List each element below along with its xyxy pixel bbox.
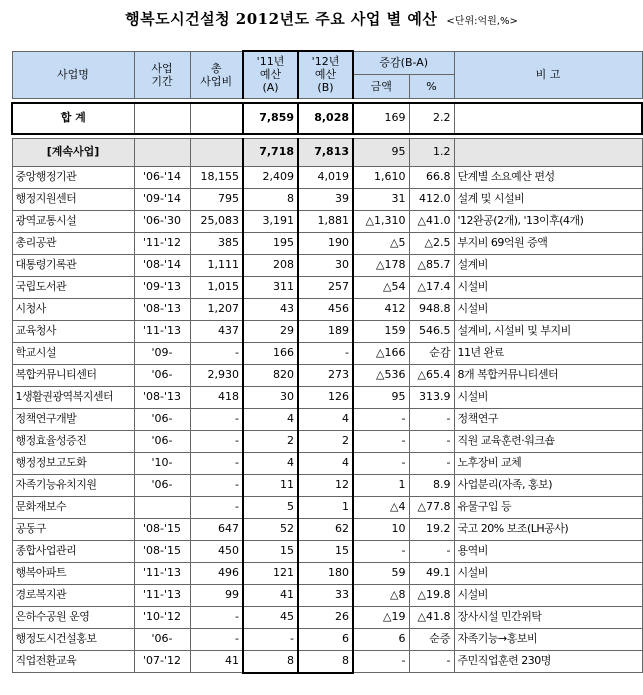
cell-pct: 313.9 (409, 386, 454, 408)
cell-amount: 95 (353, 386, 409, 408)
cell-b12: 273 (298, 364, 353, 386)
table-row (12, 650, 642, 673)
cell-b11: 52 (243, 518, 298, 540)
table-row (12, 276, 642, 298)
cell-total: 2,930 (190, 364, 243, 386)
cell-name: 1생활권광역복지센터 (12, 386, 134, 408)
total-b12: 8,028 (298, 103, 353, 134)
total-b11: 7,859 (243, 103, 298, 134)
table-row (12, 628, 642, 650)
cell-b11: 29 (243, 320, 298, 342)
cell-name: 중앙행정기관 (12, 166, 134, 188)
table-row (12, 606, 642, 628)
cell-b12: 4 (298, 408, 353, 430)
cell-pct: △77.8 (409, 496, 454, 518)
cell-amount: 1 (353, 474, 409, 496)
cell-name: 국립도서관 (12, 276, 134, 298)
cell-note: 노후장비 교체 (454, 452, 642, 474)
header-total: 총 사업비 (190, 51, 243, 98)
cell-period: '06-'30 (134, 210, 190, 232)
cell-total: 1,015 (190, 276, 243, 298)
table-row (12, 166, 642, 188)
cell-note: '12완공(2개), '13이후(4개) (454, 210, 642, 232)
cell-b11: 30 (243, 386, 298, 408)
cell-amount: △54 (353, 276, 409, 298)
cell-total: - (190, 606, 243, 628)
cell-period: '06- (134, 628, 190, 650)
cell-note: 유물구입 등 (454, 496, 642, 518)
total-total (190, 103, 243, 134)
total-name: 합 계 (12, 103, 134, 134)
cell-name: 총리공관 (12, 232, 134, 254)
cell-b12: 2 (298, 430, 353, 452)
cell-name: 광역교통시설 (12, 210, 134, 232)
cell-b12: 4 (298, 452, 353, 474)
total-note (454, 103, 642, 134)
cell-amount: △536 (353, 364, 409, 386)
table-row (12, 474, 642, 496)
cell-total: 647 (190, 518, 243, 540)
cell-note: 국고 20% 보조(LH공사) (454, 518, 642, 540)
cell-pct: 8.9 (409, 474, 454, 496)
cell-total: - (190, 452, 243, 474)
cell-period: '11-'13 (134, 562, 190, 584)
cell-note: 설계 및 시설비 (454, 188, 642, 210)
header-period: 사업 기간 (134, 51, 190, 98)
cell-b11: 41 (243, 584, 298, 606)
table-row (12, 210, 642, 232)
cell-amount: 59 (353, 562, 409, 584)
table-row (12, 232, 642, 254)
cell-pct: - (409, 430, 454, 452)
cell-b12: 62 (298, 518, 353, 540)
cell-note: 설계비 (454, 254, 642, 276)
cell-pct: - (409, 452, 454, 474)
cont-period (134, 138, 190, 166)
cell-period: '10- (134, 452, 190, 474)
table-row (12, 386, 642, 408)
cell-amount: 159 (353, 320, 409, 342)
cell-total: 418 (190, 386, 243, 408)
cell-pct: △85.7 (409, 254, 454, 276)
cell-pct: 49.1 (409, 562, 454, 584)
cell-b12: 8 (298, 650, 353, 673)
cell-total: - (190, 474, 243, 496)
cell-b11: 4 (243, 452, 298, 474)
cell-total: 385 (190, 232, 243, 254)
cell-period: '06- (134, 408, 190, 430)
cell-name: 행복아파트 (12, 562, 134, 584)
cell-amount: - (353, 650, 409, 673)
cell-amount: - (353, 452, 409, 474)
cont-name: [계속사업] (12, 138, 134, 166)
header-name: 사업명 (12, 51, 134, 98)
cell-total: 437 (190, 320, 243, 342)
cell-period: '11-'13 (134, 320, 190, 342)
cell-b11: 5 (243, 496, 298, 518)
total-pct: 2.2 (409, 103, 454, 134)
cell-amount: 10 (353, 518, 409, 540)
cell-name: 교육청사 (12, 320, 134, 342)
header-b12: '12년 예산 (B) (298, 51, 353, 98)
cell-period: '08-'15 (134, 518, 190, 540)
cell-total: - (190, 496, 243, 518)
cell-note: 정책연구 (454, 408, 642, 430)
table-row (12, 254, 642, 276)
header-b11: '11년 예산 (A) (243, 51, 298, 98)
cell-amount: △5 (353, 232, 409, 254)
cell-note: 직원 교육훈련·워크숍 (454, 430, 642, 452)
cell-period: '08-'14 (134, 254, 190, 276)
cell-period: '09- (134, 342, 190, 364)
cell-total: 450 (190, 540, 243, 562)
cont-pct: 1.2 (409, 138, 454, 166)
cell-note: 자족기능→홍보비 (454, 628, 642, 650)
cell-period: '06- (134, 364, 190, 386)
total-row (12, 103, 642, 134)
cell-amount: △1,310 (353, 210, 409, 232)
table-row (12, 188, 642, 210)
table-row (12, 320, 642, 342)
total-period (134, 103, 190, 134)
cell-amount: △8 (353, 584, 409, 606)
header-note: 비 고 (454, 51, 642, 98)
cell-name: 경로복지관 (12, 584, 134, 606)
cell-note: 시설비 (454, 298, 642, 320)
cell-pct: △17.4 (409, 276, 454, 298)
cell-total: 99 (190, 584, 243, 606)
cell-note: 사업분리(자족, 홍보) (454, 474, 642, 496)
cell-note: 단계별 소요예산 편성 (454, 166, 642, 188)
table-row (12, 518, 642, 540)
cell-pct: △41.0 (409, 210, 454, 232)
cell-note: 시설비 (454, 584, 642, 606)
cell-b11: 2,409 (243, 166, 298, 188)
cell-amount: 412 (353, 298, 409, 320)
cell-b12: 456 (298, 298, 353, 320)
cell-name: 종합사업관리 (12, 540, 134, 562)
cell-note: 주민직업훈련 230명 (454, 650, 642, 673)
cell-name: 학교시설 (12, 342, 134, 364)
cell-b12: - (298, 342, 353, 364)
cell-total: 1,207 (190, 298, 243, 320)
cell-amount: △4 (353, 496, 409, 518)
table-row (12, 562, 642, 584)
cell-b12: 30 (298, 254, 353, 276)
cell-b12: 180 (298, 562, 353, 584)
cell-name: 문화재보수 (12, 496, 134, 518)
table-row (12, 540, 642, 562)
cell-note: 시설비 (454, 276, 642, 298)
cell-period: '09-'14 (134, 188, 190, 210)
cont-b11: 7,718 (243, 138, 298, 166)
cell-b12: 190 (298, 232, 353, 254)
cell-total: - (190, 628, 243, 650)
cell-note: 시설비 (454, 386, 642, 408)
cell-total: 41 (190, 650, 243, 673)
table-row (12, 430, 642, 452)
cell-period: '06-'14 (134, 166, 190, 188)
cell-period: '08-'13 (134, 386, 190, 408)
cell-b12: 6 (298, 628, 353, 650)
cell-total: 1,111 (190, 254, 243, 276)
header-pct: % (409, 75, 454, 99)
continuing-row (12, 138, 642, 166)
page-title (0, 8, 643, 29)
cell-period: '06- (134, 430, 190, 452)
cell-name: 정책연구개발 (12, 408, 134, 430)
cell-b12: 1,881 (298, 210, 353, 232)
cell-b11: 166 (243, 342, 298, 364)
cell-b11: 195 (243, 232, 298, 254)
table-row (12, 452, 642, 474)
cell-b11: 45 (243, 606, 298, 628)
cell-period (134, 496, 190, 518)
cell-total: 496 (190, 562, 243, 584)
cell-b11: 3,191 (243, 210, 298, 232)
table-row (12, 496, 642, 518)
cell-pct: △65.4 (409, 364, 454, 386)
cont-b12: 7,813 (298, 138, 353, 166)
header-amount: 금액 (353, 75, 409, 99)
cell-b11: 4 (243, 408, 298, 430)
cell-amount: 31 (353, 188, 409, 210)
cell-total: - (190, 408, 243, 430)
cont-amount: 95 (353, 138, 409, 166)
cell-amount: - (353, 408, 409, 430)
cell-total: 18,155 (190, 166, 243, 188)
cell-period: '08-'13 (134, 298, 190, 320)
cell-pct: 948.8 (409, 298, 454, 320)
header-change: 증감(B-A) (353, 51, 454, 75)
cell-name: 행정지원센터 (12, 188, 134, 210)
cell-period: '10-'12 (134, 606, 190, 628)
cell-pct: 546.5 (409, 320, 454, 342)
table-row (12, 408, 642, 430)
cell-b11: 8 (243, 188, 298, 210)
cell-note: 설계비, 시설비 및 부지비 (454, 320, 642, 342)
cell-period: '09-'13 (134, 276, 190, 298)
cell-b11: 121 (243, 562, 298, 584)
cell-amount: - (353, 540, 409, 562)
cell-note: 8개 복합커뮤니티센터 (454, 364, 642, 386)
total-amount: 169 (353, 103, 409, 134)
cell-pct: 66.8 (409, 166, 454, 188)
cell-note: 시설비 (454, 562, 642, 584)
cell-pct: △41.8 (409, 606, 454, 628)
cell-amount: 6 (353, 628, 409, 650)
cell-b12: 1 (298, 496, 353, 518)
cell-b11: 208 (243, 254, 298, 276)
cell-note: 장사시설 민간위탁 (454, 606, 642, 628)
table-row (12, 584, 642, 606)
cont-total (190, 138, 243, 166)
cell-pct: - (409, 540, 454, 562)
unit-label: <단위:억원,%> (446, 16, 518, 27)
cell-period: '11-'12 (134, 232, 190, 254)
cell-b12: 12 (298, 474, 353, 496)
cell-total: - (190, 430, 243, 452)
cell-pct: 순증 (409, 628, 454, 650)
cell-b12: 26 (298, 606, 353, 628)
title-text: 행복도시건설청 2012년도 주요 사업 별 예산 (125, 10, 438, 28)
cell-b12: 15 (298, 540, 353, 562)
cell-amount: △178 (353, 254, 409, 276)
cell-pct: 순감 (409, 342, 454, 364)
cell-b11: 43 (243, 298, 298, 320)
cell-b12: 189 (298, 320, 353, 342)
table-row (12, 298, 642, 320)
cell-note: 용역비 (454, 540, 642, 562)
cell-b12: 33 (298, 584, 353, 606)
cell-b11: 2 (243, 430, 298, 452)
cell-b11: 15 (243, 540, 298, 562)
cell-name: 은하수공원 운영 (12, 606, 134, 628)
header-row (12, 51, 642, 75)
cell-b12: 126 (298, 386, 353, 408)
budget-table (11, 50, 643, 674)
cell-name: 자족기능유치지원 (12, 474, 134, 496)
cell-period: '08-'15 (134, 540, 190, 562)
cell-pct: △2.5 (409, 232, 454, 254)
cell-b11: - (243, 628, 298, 650)
cell-total: 795 (190, 188, 243, 210)
cell-pct: 19.2 (409, 518, 454, 540)
cell-b11: 820 (243, 364, 298, 386)
cell-b11: 8 (243, 650, 298, 673)
cell-name: 행정효율성증진 (12, 430, 134, 452)
cell-note: 11년 완료 (454, 342, 642, 364)
cell-amount: - (353, 430, 409, 452)
cell-b11: 11 (243, 474, 298, 496)
cell-pct: - (409, 408, 454, 430)
cont-note (454, 138, 642, 166)
table-row (12, 342, 642, 364)
cell-period: '06- (134, 474, 190, 496)
cell-name: 공동구 (12, 518, 134, 540)
cell-b11: 311 (243, 276, 298, 298)
cell-amount: △166 (353, 342, 409, 364)
cell-b12: 257 (298, 276, 353, 298)
cell-b12: 4,019 (298, 166, 353, 188)
cell-note: 부지비 69억원 증액 (454, 232, 642, 254)
cell-amount: △19 (353, 606, 409, 628)
cell-pct: △19.8 (409, 584, 454, 606)
cell-b12: 39 (298, 188, 353, 210)
cell-pct: 412.0 (409, 188, 454, 210)
cell-period: '07-'12 (134, 650, 190, 673)
cell-amount: 1,610 (353, 166, 409, 188)
cell-name: 직업전환교육 (12, 650, 134, 673)
cell-name: 행정도시건설홍보 (12, 628, 134, 650)
cell-total: - (190, 342, 243, 364)
cell-name: 복합커뮤니티센터 (12, 364, 134, 386)
cell-name: 행정정보고도화 (12, 452, 134, 474)
table-row (12, 364, 642, 386)
cell-total: 25,083 (190, 210, 243, 232)
cell-name: 대통령기록관 (12, 254, 134, 276)
cell-pct: - (409, 650, 454, 673)
cell-period: '11-'13 (134, 584, 190, 606)
cell-name: 시청사 (12, 298, 134, 320)
